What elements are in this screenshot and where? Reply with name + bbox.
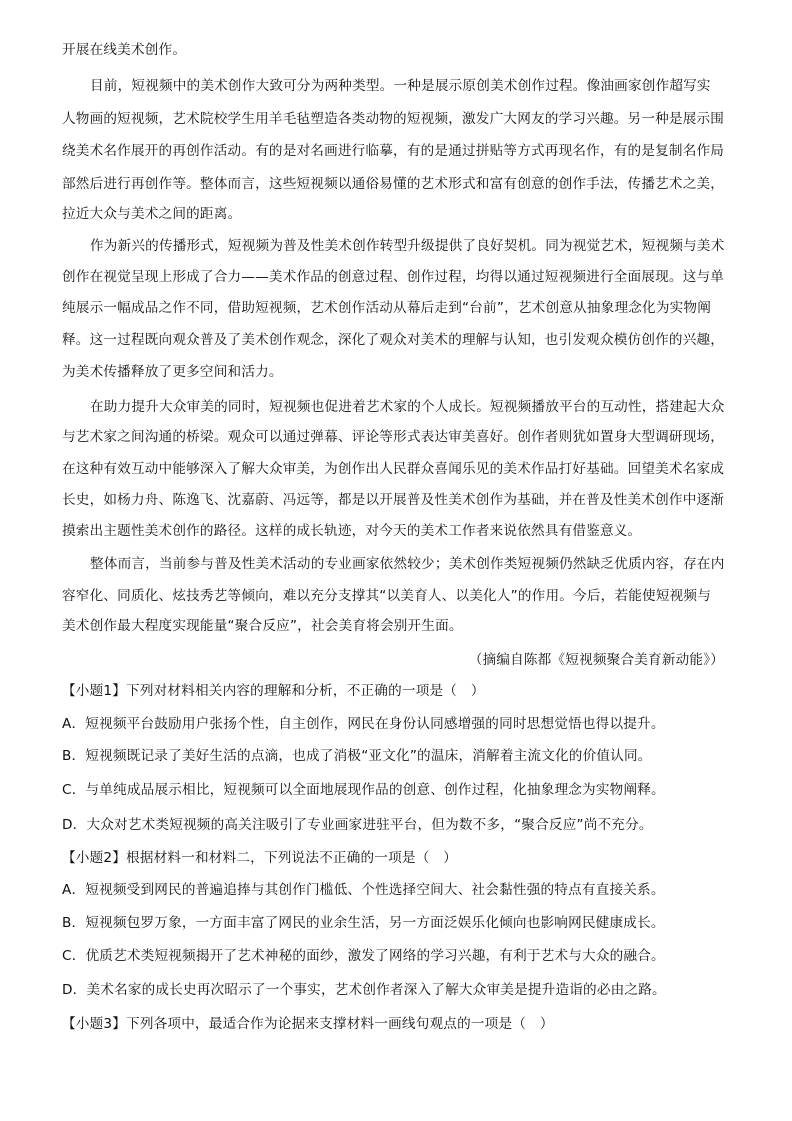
question-option: C．与单纯成品展示相比，短视频可以全面地展现作品的创意、创作过程，化抽象理念为实物阐释。 xyxy=(62,782,665,798)
passage-line: 摸索出主题性美术创作的路径。这样的成长轨迹，对今天的美术工作者来说依然具有借鉴意义。 xyxy=(62,523,642,539)
passage-line: 美术创作最大程度实现能量“聚合反应”，社会美育将会别开生面。 xyxy=(62,618,463,634)
question-option: A．短视频平台鼓励用户张扬个性，自主创作，网民在身份认同感增强的同时思想觉悟也得以提升。 xyxy=(62,716,665,732)
question-option: A．短视频受到网民的普遍追捧与其创作门槛低、个性选择空间大、社会黏性强的特点有直接关系。 xyxy=(62,882,665,898)
passage-line: 作为新兴的传播形式，短视频为普及性美术创作转型升级提供了良好契机。同为视觉艺术，短视频与美术 xyxy=(90,238,725,254)
passage-line: 为美术传播释放了更多空间和活力。 xyxy=(62,364,283,380)
passage-line: 整体而言，当前参与普及性美术活动的专业画家依然较少；美术创作类短视频仍然缺乏优质内容，存在内 xyxy=(90,556,725,572)
question-option: D．美术名家的成长史再次昭示了一个事实，艺术创作者深入了解大众审美是提升造诣的必由之路。 xyxy=(62,982,666,998)
passage-source: （摘编自陈都《短视频聚合美育新动能》） xyxy=(468,652,724,668)
passage-line: 部然后进行再创作等。整体而言，这些短视频以通俗易懂的艺术形式和富有创意的创作手法，传播艺术之美， xyxy=(62,176,725,192)
question-option: B．短视频既记录了美好生活的点滴，也成了消极“亚文化”的温床，消解着主流文化的价值认同。 xyxy=(62,748,652,764)
passage-line: 绕美术名作展开的再创作活动。有的是对名画进行临摹，有的是通过拼贴等方式再现名作，有的是复制名作局 xyxy=(62,143,725,159)
passage-line: 在这种有效互动中能够深入了解大众审美，为创作出人民群众喜闻乐见的美术作品打好基础。回望美术名家成 xyxy=(62,461,725,477)
passage-line: 容窄化、同质化、炫技秀艺等倾向，难以充分支撑其“以美育人、以美化人”的作用。今后，若能使短视频与 xyxy=(62,588,711,604)
passage-line: 人物画的短视频，艺术院校学生用羊毛毡塑造各类动物的短视频，激发广大网友的学习兴趣。另一种是展示围 xyxy=(62,111,725,127)
passage-line: 开展在线美术创作。 xyxy=(62,42,187,58)
question-option: B．短视频包罗万象，一方面丰富了网民的业余生活，另一方面泛娱乐化倾向也影响网民健康成长。 xyxy=(62,915,665,931)
passage-line: 长史，如杨力舟、陈逸飞、沈嘉蔚、冯远等，都是以开展普及性美术创作为基础，并在普及性美术创作中逐渐 xyxy=(62,492,725,508)
question-stem: 【小题2】根据材料一和材料二，下列说法不正确的一项是（ ） xyxy=(62,850,458,866)
passage-line: 目前，短视频中的美术创作大致可分为两种类型。一种是展示原创美术创作过程。像油画家创作超写实 xyxy=(90,78,711,94)
passage-line: 创作在视觉呈现上形成了合力——美术作品的创意过程、创作过程，均得以通过短视频进行全面展现。这与单 xyxy=(62,269,725,285)
question-option: D．大众对艺术类短视频的高关注吸引了专业画家进驻平台，但为数不多，“聚合反应”尚不充分。 xyxy=(62,817,653,833)
passage-line: 纯展示一幅成品之作不同，借助短视频，艺术创作活动从幕后走到“台前”，艺术创意从抽象理念化为实物阐 xyxy=(62,300,711,316)
passage-line: 在助力提升大众审美的同时，短视频也促进着艺术家的个人成长。短视频播放平台的互动性，搭建起大众 xyxy=(90,399,725,415)
question-option: C．优质艺术类短视频揭开了艺术神秘的面纱，激发了网络的学习兴趣，有利于艺术与大众的融合。 xyxy=(62,948,665,964)
question-stem: 【小题3】下列各项中，最适合作为论据来支撑材料一画线句观点的一项是（ ） xyxy=(62,1016,554,1032)
passage-line: 拉近大众与美术之间的距离。 xyxy=(62,206,242,222)
passage-line: 与艺术家之间沟通的桥梁。观众可以通过弹幕、评论等形式表达审美喜好。创作者则犹如置身大型调研现场， xyxy=(62,429,725,445)
passage-line: 释。这一过程既向观众普及了美术创作观念，深化了观众对美术的理解与认知，也引发观众模仿创作的兴趣， xyxy=(62,332,725,348)
question-stem: 【小题1】下列对材料相关内容的理解和分析，不正确的一项是（ ） xyxy=(62,683,485,699)
